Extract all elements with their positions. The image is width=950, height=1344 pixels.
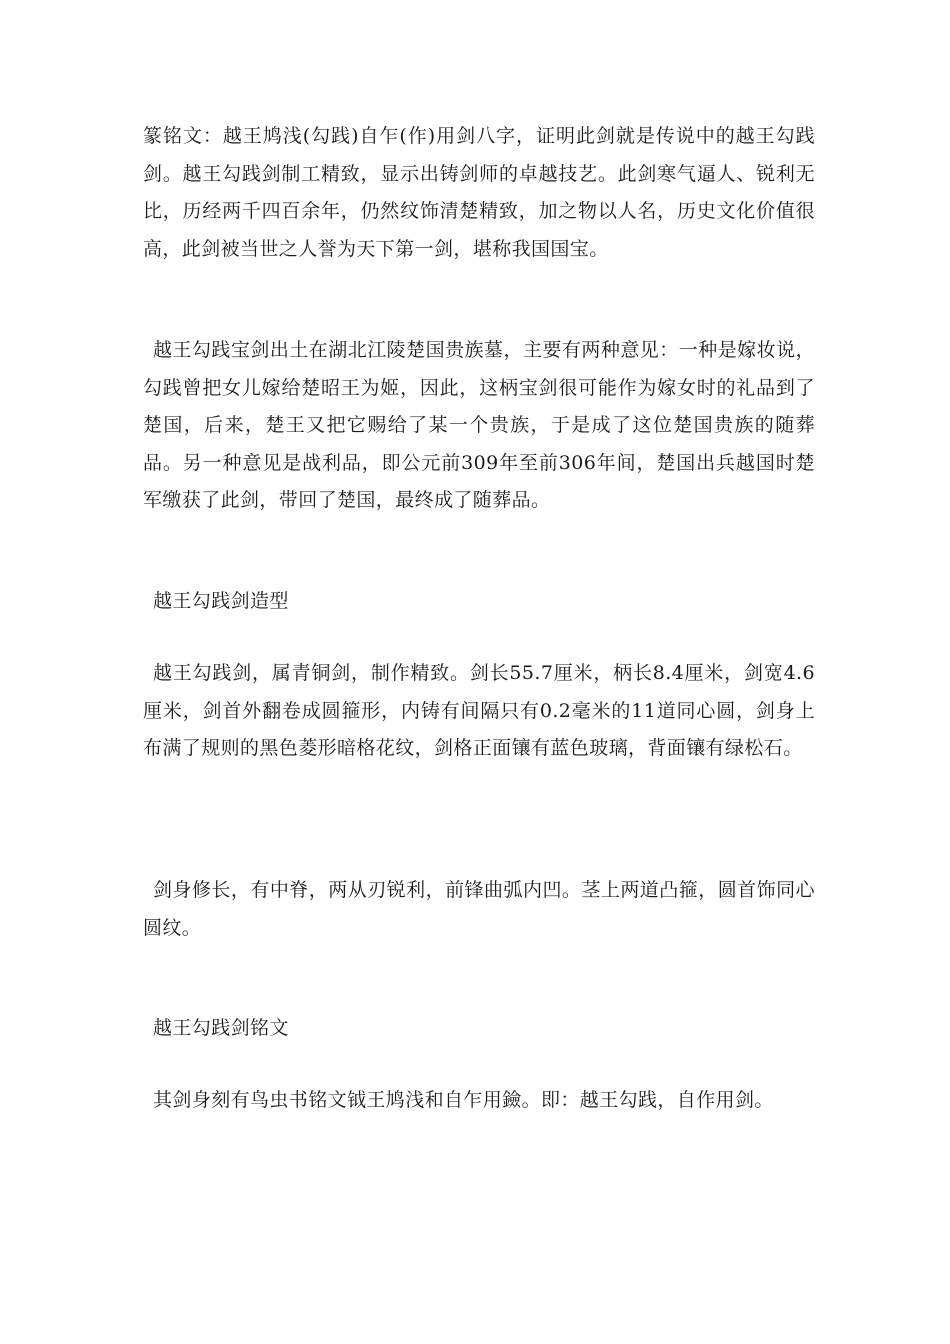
paragraph-sword-dimensions: 越王勾践剑，属青铜剑，制作精致。剑长55.7厘米，柄长8.4厘米，剑宽4.6厘米，剑首外翻卷成圆箍形，内铸有间隔只有0.2毫米的11道同心圆，剑身上布满了规则的黑色菱形暗格花纹，剑格正面镶有蓝色玻璃，背面镶有绿松石。	[143, 662, 815, 759]
paragraph-inscription: 篆铭文：越王鸠浅(勾践)自乍(作)用剑八字，证明此剑就是传说中的越王勾践剑。越王勾践剑制工精致，显示出铸剑师的卓越技艺。此剑寒气逼人、锐利无比，历经两千四百余年，仍然纹饰清楚精致，加之物以人名，历史文化价值很高，此剑被当世之人誉为天下第一剑，堪称我国国宝。	[143, 125, 815, 260]
paragraph-excavation: 越王勾践宝剑出土在湖北江陵楚国贵族墓，主要有两种意见：一种是嫁妆说，勾践曾把女儿嫁给楚昭王为姬，因此，这柄宝剑很可能作为嫁女时的礼品到了楚国，后来，楚王又把它赐给了某一个贵族，于是成了这位楚国贵族的随葬品。另一种意见是战利品，即公元前309年至前306年间，楚国出兵越国时楚军缴获了此剑，带回了楚国，最终成了随葬品。	[143, 339, 815, 511]
heading-sword-shape: 越王勾践剑造型	[153, 590, 289, 612]
paragraph-inscription-text: 其剑身刻有鸟虫书铭文钺王鸠浅和自乍用鐱。即：越王勾践，自作用剑。	[153, 1089, 774, 1111]
paragraph-sword-body: 剑身修长，有中脊，两从刃锐利，前锋曲弧内凹。茎上两道凸箍，圆首饰同心圆纹。	[143, 879, 815, 939]
heading-sword-inscription: 越王勾践剑铭文	[153, 1017, 289, 1039]
